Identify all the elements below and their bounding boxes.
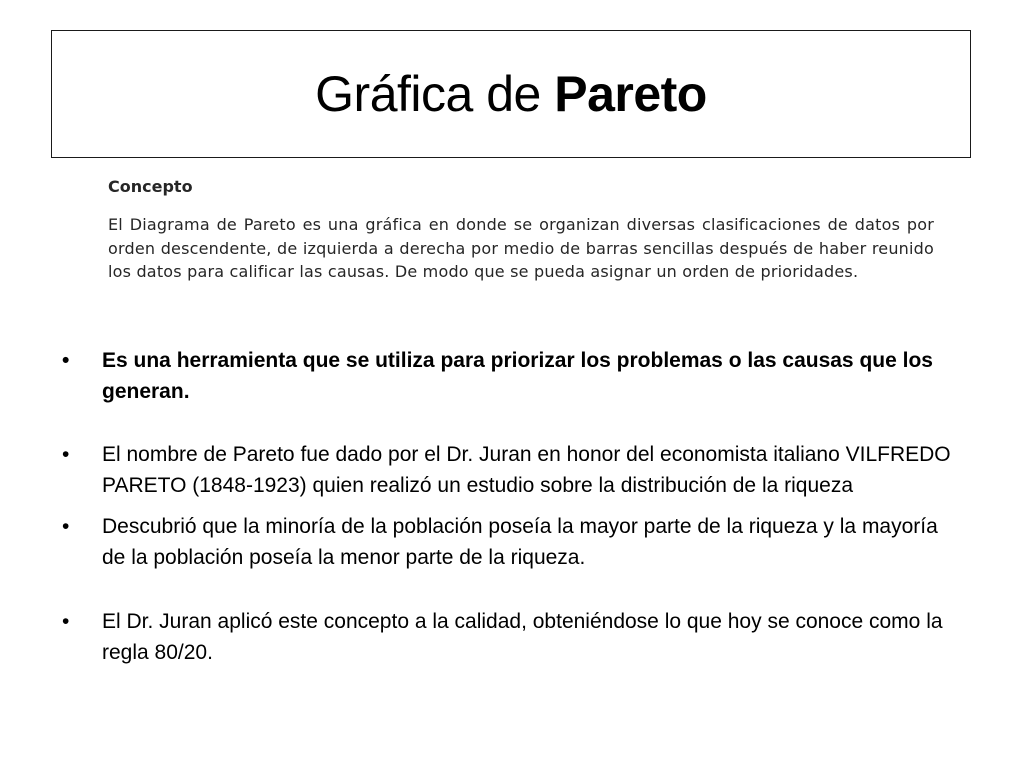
bullet-text: Descubrió que la minoría de la población poseía la mayor parte de la riqueza y la mayoría de la población poseía la menor parte de la riqueza. [102,515,938,569]
title-prefix: Gráfica de [315,66,555,122]
concept-text: El Diagrama de Pareto es una gráfica en donde se organizan diversas clasificaciones de datos por orden descendente, de izquierda a derecha por medio de barras sencillas después de haber reunido los datos para calificar las causas. De modo que se pueda asignar un orden de prioridades. [108,215,934,281]
bullet-text: El nombre de Pareto fue dado por el Dr. Juran en honor del economista italiano VILFREDO PARETO (1848-1923) quien realizó un estudio sobre la distribución de la riqueza [102,443,951,497]
title-box [51,30,971,158]
bullet-item [62,439,962,501]
concept-image [108,177,934,284]
bullet-text: El Dr. Juran aplicó este concepto a la calidad, obteniéndose lo que hoy se conoce como la regla 80/20. [102,610,943,664]
title-bold: Pareto [554,66,707,122]
concept-heading: Concepto [108,177,193,196]
bullet-marker: • [62,515,70,538]
bullet-item [62,511,962,573]
slide-title [315,65,707,123]
bullet-marker: • [62,443,70,466]
bullet-marker: • [62,610,70,633]
bullet-item [62,345,962,407]
bullet-list [62,345,962,668]
bullet-item [62,606,962,668]
bullet-marker: • [62,349,70,372]
bullet-text: Es una herramienta que se utiliza para priorizar los problemas o las causas que los generan. [102,349,933,403]
